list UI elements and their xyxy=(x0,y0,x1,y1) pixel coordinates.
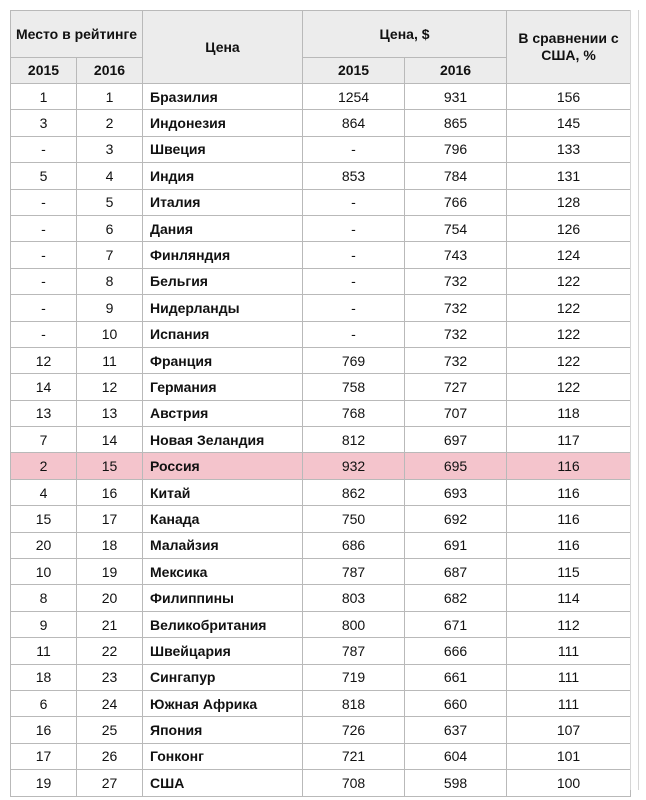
rank-2015-cell: 7 xyxy=(11,427,77,453)
table-row xyxy=(11,321,631,347)
price-2016-cell: 682 xyxy=(405,585,507,611)
table-row xyxy=(11,163,631,189)
price-2016-cell: 693 xyxy=(405,479,507,505)
rank-2016-cell: 20 xyxy=(77,585,143,611)
country-cell: Малайзия xyxy=(143,532,303,558)
country-cell: Китай xyxy=(143,479,303,505)
rank-2015-cell: 9 xyxy=(11,611,77,637)
table-row xyxy=(11,690,631,716)
table-row xyxy=(11,717,631,743)
country-cell: Новая Зеландия xyxy=(143,427,303,453)
percent-vs-usa-cell: 131 xyxy=(507,163,631,189)
country-cell: Испания xyxy=(143,321,303,347)
rank-2015-cell: 15 xyxy=(11,506,77,532)
rank-2016-cell: 4 xyxy=(77,163,143,189)
table-row xyxy=(11,532,631,558)
country-cell: США xyxy=(143,770,303,796)
rank-2016-cell: 9 xyxy=(77,295,143,321)
percent-vs-usa-cell: 114 xyxy=(507,585,631,611)
rank-2016-cell: 22 xyxy=(77,638,143,664)
rank-2015-cell: 16 xyxy=(11,717,77,743)
price-2016-cell: 865 xyxy=(405,110,507,136)
country-cell: Индонезия xyxy=(143,110,303,136)
price-2015-cell: 768 xyxy=(303,400,405,426)
price-2016-cell: 671 xyxy=(405,611,507,637)
rank-2016-cell: 1 xyxy=(77,84,143,110)
percent-vs-usa-cell: 111 xyxy=(507,638,631,664)
grid-divider xyxy=(630,10,631,790)
price-2016-cell: 732 xyxy=(405,268,507,294)
price-2016-cell: 931 xyxy=(405,84,507,110)
rank-2016-cell: 11 xyxy=(77,347,143,373)
table-row xyxy=(11,242,631,268)
percent-vs-usa-cell: 117 xyxy=(507,427,631,453)
table-row xyxy=(11,585,631,611)
rank-2016-cell: 10 xyxy=(77,321,143,347)
country-cell: Мексика xyxy=(143,559,303,585)
grid-divider xyxy=(638,10,639,790)
rank-2016-cell: 2 xyxy=(77,110,143,136)
rank-2016-cell: 25 xyxy=(77,717,143,743)
rank-2015-cell: 11 xyxy=(11,638,77,664)
percent-vs-usa-cell: 128 xyxy=(507,189,631,215)
percent-vs-usa-cell: 122 xyxy=(507,268,631,294)
rank-2015-cell: - xyxy=(11,295,77,321)
rank-2016-cell: 16 xyxy=(77,479,143,505)
percent-vs-usa-cell: 133 xyxy=(507,136,631,162)
price-2015-header: 2015 xyxy=(303,58,405,84)
country-cell: Индия xyxy=(143,163,303,189)
table-row xyxy=(11,374,631,400)
percent-vs-usa-cell: 107 xyxy=(507,717,631,743)
country-cell: Япония xyxy=(143,717,303,743)
percent-vs-usa-cell: 101 xyxy=(507,743,631,769)
price-2015-cell: 812 xyxy=(303,427,405,453)
rank-2016-cell: 27 xyxy=(77,770,143,796)
price-2016-cell: 661 xyxy=(405,664,507,690)
price-2015-cell: 1254 xyxy=(303,84,405,110)
price-2016-cell: 637 xyxy=(405,717,507,743)
price-2015-cell: 787 xyxy=(303,638,405,664)
table-row xyxy=(11,110,631,136)
percent-vs-usa-cell: 112 xyxy=(507,611,631,637)
table-row xyxy=(11,215,631,241)
rank-2015-cell: 4 xyxy=(11,479,77,505)
rank-2015-cell: 19 xyxy=(11,770,77,796)
price-2016-cell: 692 xyxy=(405,506,507,532)
rank-2015-cell: 12 xyxy=(11,347,77,373)
country-cell: Бельгия xyxy=(143,268,303,294)
table-row xyxy=(11,453,631,479)
price-2015-cell: 853 xyxy=(303,163,405,189)
table-row xyxy=(11,84,631,110)
table-row xyxy=(11,136,631,162)
rank-2016-header: 2016 xyxy=(77,58,143,84)
table-row xyxy=(11,506,631,532)
table-row xyxy=(11,295,631,321)
price-2015-cell: 708 xyxy=(303,770,405,796)
rank-2016-cell: 15 xyxy=(77,453,143,479)
price-2016-cell: 754 xyxy=(405,215,507,241)
price-2016-cell: 691 xyxy=(405,532,507,558)
price-2015-cell: 769 xyxy=(303,347,405,373)
country-cell: Россия xyxy=(143,453,303,479)
rank-2015-cell: 1 xyxy=(11,84,77,110)
percent-vs-usa-cell: 116 xyxy=(507,506,631,532)
rank-2015-cell: - xyxy=(11,136,77,162)
rank-2015-cell: 13 xyxy=(11,400,77,426)
table-row xyxy=(11,479,631,505)
price-2015-cell: - xyxy=(303,242,405,268)
percent-vs-usa-cell: 122 xyxy=(507,295,631,321)
table-row xyxy=(11,400,631,426)
percent-vs-usa-cell: 122 xyxy=(507,374,631,400)
rank-2016-cell: 24 xyxy=(77,690,143,716)
table-row xyxy=(11,268,631,294)
price-header: Цена, $ xyxy=(303,11,507,58)
table-row xyxy=(11,347,631,373)
price-2016-cell: 660 xyxy=(405,690,507,716)
price-2016-cell: 727 xyxy=(405,374,507,400)
price-2015-cell: 787 xyxy=(303,559,405,585)
rank-2016-cell: 6 xyxy=(77,215,143,241)
rank-2015-cell: 8 xyxy=(11,585,77,611)
rank-2015-cell: - xyxy=(11,321,77,347)
price-2015-cell: 758 xyxy=(303,374,405,400)
rank-2015-cell: - xyxy=(11,215,77,241)
rank-2016-cell: 5 xyxy=(77,189,143,215)
rank-2016-cell: 18 xyxy=(77,532,143,558)
price-2015-cell: 686 xyxy=(303,532,405,558)
rank-2016-cell: 21 xyxy=(77,611,143,637)
country-cell: Австрия xyxy=(143,400,303,426)
price-2015-cell: - xyxy=(303,136,405,162)
country-cell: Сингапур xyxy=(143,664,303,690)
price-2015-cell: 750 xyxy=(303,506,405,532)
rank-2015-cell: 20 xyxy=(11,532,77,558)
rank-2015-cell: 3 xyxy=(11,110,77,136)
percent-vs-usa-cell: 116 xyxy=(507,479,631,505)
price-2016-cell: 732 xyxy=(405,321,507,347)
country-cell: Франция xyxy=(143,347,303,373)
country-cell: Нидерланды xyxy=(143,295,303,321)
table-row xyxy=(11,427,631,453)
price-2016-cell: 687 xyxy=(405,559,507,585)
rank-2015-cell: 10 xyxy=(11,559,77,585)
table-row xyxy=(11,559,631,585)
rank-2015-cell: 6 xyxy=(11,690,77,716)
price-2015-cell: 803 xyxy=(303,585,405,611)
percent-vs-usa-cell: 156 xyxy=(507,84,631,110)
country-header: Цена xyxy=(143,11,303,84)
rank-2015-cell: 2 xyxy=(11,453,77,479)
table-row xyxy=(11,770,631,796)
price-2015-cell: 818 xyxy=(303,690,405,716)
price-2015-cell: 726 xyxy=(303,717,405,743)
percent-vs-usa-cell: 111 xyxy=(507,690,631,716)
rank-2015-cell: - xyxy=(11,242,77,268)
price-2016-header: 2016 xyxy=(405,58,507,84)
country-cell: Филиппины xyxy=(143,585,303,611)
price-2016-cell: 796 xyxy=(405,136,507,162)
percent-vs-usa-cell: 116 xyxy=(507,532,631,558)
compare-header: В сравнении с США, % xyxy=(507,11,631,84)
percent-vs-usa-cell: 118 xyxy=(507,400,631,426)
country-cell: Дания xyxy=(143,215,303,241)
table-row xyxy=(11,664,631,690)
country-cell: Гонконг xyxy=(143,743,303,769)
price-2016-cell: 697 xyxy=(405,427,507,453)
rank-2015-cell: 18 xyxy=(11,664,77,690)
percent-vs-usa-cell: 122 xyxy=(507,321,631,347)
rank-2016-cell: 14 xyxy=(77,427,143,453)
price-2015-cell: 932 xyxy=(303,453,405,479)
price-2015-cell: - xyxy=(303,295,405,321)
percent-vs-usa-cell: 111 xyxy=(507,664,631,690)
price-2015-cell: - xyxy=(303,268,405,294)
country-cell: Бразилия xyxy=(143,84,303,110)
table-row xyxy=(11,189,631,215)
price-2016-cell: 707 xyxy=(405,400,507,426)
rank-2015-cell: - xyxy=(11,189,77,215)
rank-2016-cell: 26 xyxy=(77,743,143,769)
rank-2015-cell: 5 xyxy=(11,163,77,189)
table-row xyxy=(11,743,631,769)
price-2015-cell: 721 xyxy=(303,743,405,769)
price-2015-cell: - xyxy=(303,215,405,241)
country-cell: Великобритания xyxy=(143,611,303,637)
country-cell: Финляндия xyxy=(143,242,303,268)
price-2016-cell: 598 xyxy=(405,770,507,796)
price-2015-cell: - xyxy=(303,321,405,347)
table-header xyxy=(11,11,631,84)
rank-2016-cell: 7 xyxy=(77,242,143,268)
price-2016-cell: 732 xyxy=(405,347,507,373)
country-cell: Германия xyxy=(143,374,303,400)
price-2015-cell: 862 xyxy=(303,479,405,505)
price-ranking-table xyxy=(10,10,631,797)
table-body xyxy=(11,84,631,797)
country-cell: Южная Африка xyxy=(143,690,303,716)
rank-2015-cell: 14 xyxy=(11,374,77,400)
rank-2016-cell: 12 xyxy=(77,374,143,400)
rank-2016-cell: 3 xyxy=(77,136,143,162)
price-2016-cell: 666 xyxy=(405,638,507,664)
rank-2016-cell: 13 xyxy=(77,400,143,426)
price-2016-cell: 784 xyxy=(405,163,507,189)
rank-2016-cell: 8 xyxy=(77,268,143,294)
price-2016-cell: 732 xyxy=(405,295,507,321)
rank-header: Место в рейтинге xyxy=(11,11,143,58)
table-row xyxy=(11,638,631,664)
price-2016-cell: 604 xyxy=(405,743,507,769)
rank-2015-cell: - xyxy=(11,268,77,294)
rank-2015-cell: 17 xyxy=(11,743,77,769)
percent-vs-usa-cell: 122 xyxy=(507,347,631,373)
price-2015-cell: 864 xyxy=(303,110,405,136)
table-row xyxy=(11,611,631,637)
rank-2016-cell: 19 xyxy=(77,559,143,585)
price-2015-cell: 800 xyxy=(303,611,405,637)
percent-vs-usa-cell: 126 xyxy=(507,215,631,241)
price-2015-cell: - xyxy=(303,189,405,215)
percent-vs-usa-cell: 115 xyxy=(507,559,631,585)
price-2016-cell: 743 xyxy=(405,242,507,268)
country-cell: Швейцария xyxy=(143,638,303,664)
percent-vs-usa-cell: 124 xyxy=(507,242,631,268)
rank-2016-cell: 23 xyxy=(77,664,143,690)
price-2016-cell: 695 xyxy=(405,453,507,479)
country-cell: Швеция xyxy=(143,136,303,162)
percent-vs-usa-cell: 145 xyxy=(507,110,631,136)
rank-2016-cell: 17 xyxy=(77,506,143,532)
percent-vs-usa-cell: 100 xyxy=(507,770,631,796)
percent-vs-usa-cell: 116 xyxy=(507,453,631,479)
price-2016-cell: 766 xyxy=(405,189,507,215)
country-cell: Канада xyxy=(143,506,303,532)
country-cell: Италия xyxy=(143,189,303,215)
price-2015-cell: 719 xyxy=(303,664,405,690)
rank-2015-header: 2015 xyxy=(11,58,77,84)
